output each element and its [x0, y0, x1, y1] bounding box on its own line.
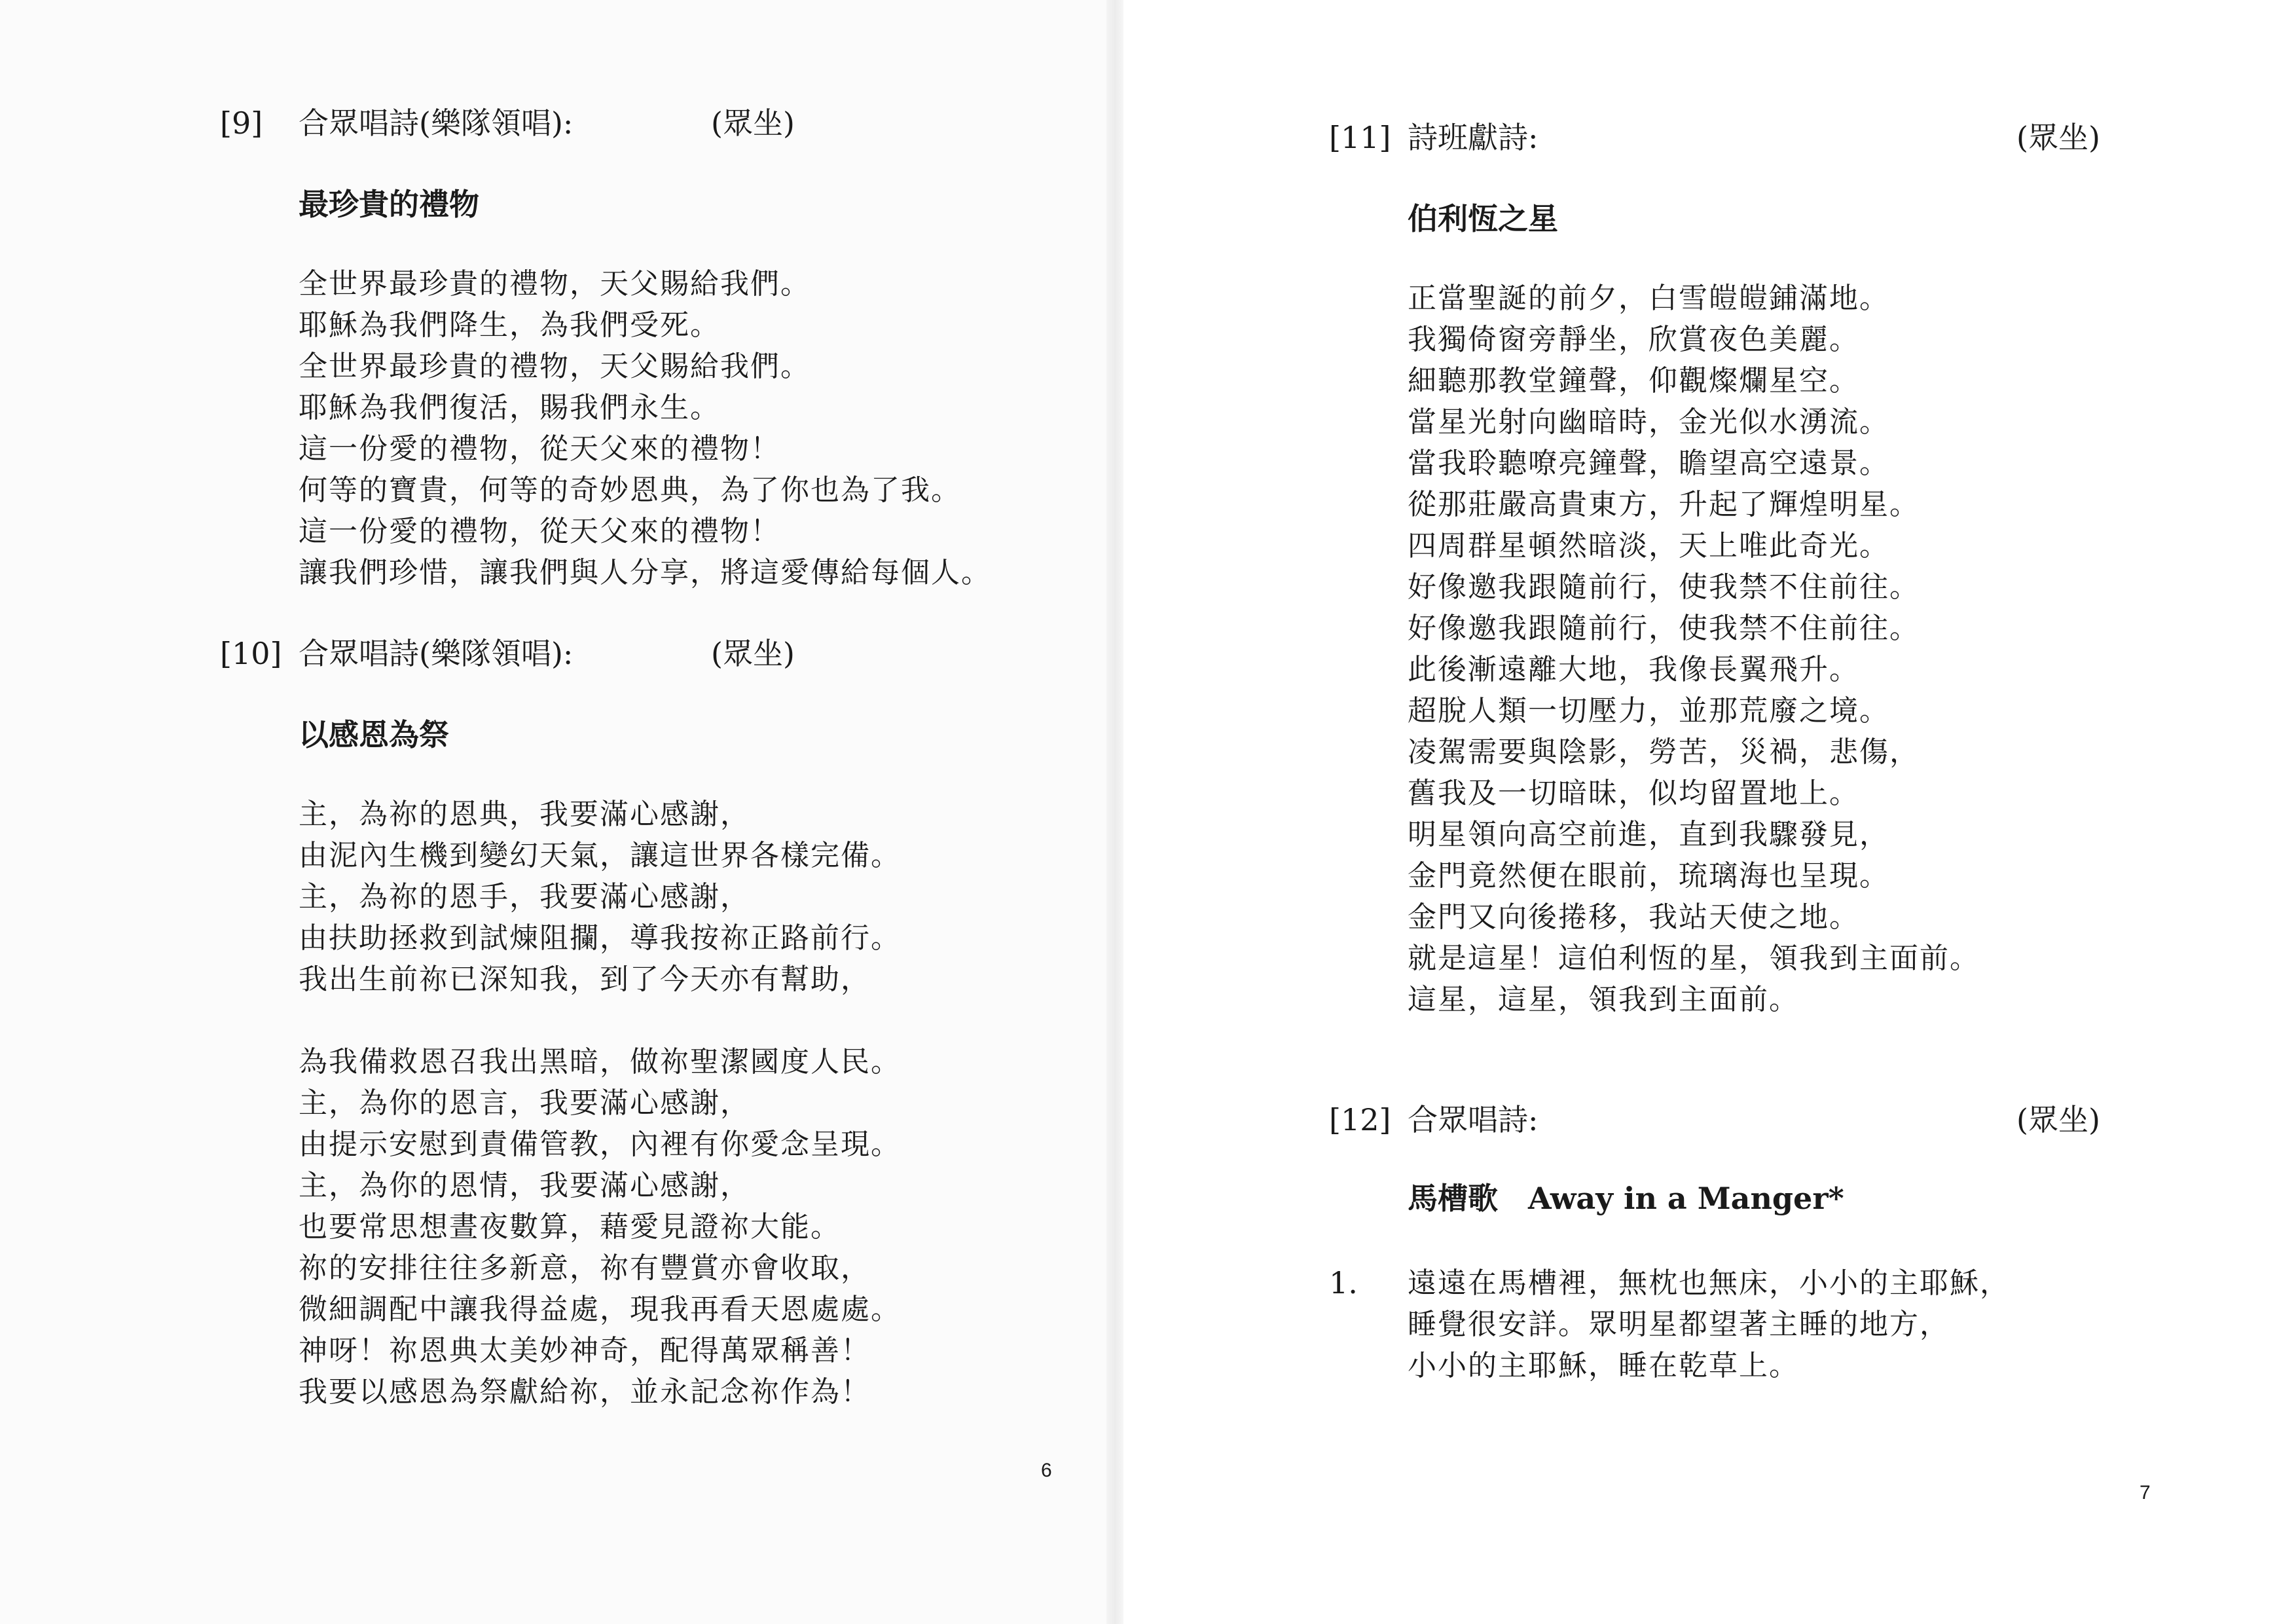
lyric-line: 為我備救恩召我出黑暗，做祢聖潔國度人民。 — [299, 1045, 901, 1079]
lyric-line: 也要常思想晝夜數算，藉愛見證祢大能。 — [299, 1210, 841, 1244]
song-title: 馬槽歌 Away in a Manger* — [1408, 1181, 1844, 1216]
lyric-line: 主，為你的恩情，我要滿心感謝， — [299, 1169, 750, 1202]
lyric-line: 耶穌為我們復活，賜我們永生。 — [299, 391, 720, 424]
lyric-line: 全世界最珍貴的禮物，天父賜給我們。 — [299, 267, 811, 301]
section-title: 合眾唱詩(樂隊領唱): — [299, 636, 574, 671]
lyric-line: 睡覺很安詳。眾明星都望著主睡的地方， — [1408, 1308, 1950, 1341]
lyrics-block — [1408, 278, 1980, 1020]
lyric-line: 好像邀我跟隨前行，使我禁不住前往。 — [1408, 570, 1920, 604]
page-gutter — [1106, 0, 1123, 1624]
song-title: 以感恩為祭 — [299, 717, 449, 752]
lyric-line: 祢的安排往往多新意，祢有豐賞亦會收取， — [299, 1251, 871, 1285]
posture-label: (眾坐) — [2016, 120, 2100, 155]
lyric-line: 超脫人類一切壓力，並那荒廢之境。 — [1408, 694, 1889, 728]
lyric-line: 就是這星！這伯利恆的星，領我到主面前。 — [1408, 942, 1980, 975]
section-number: [10] — [220, 636, 282, 671]
lyric-line: 由扶助拯救到試煉阻攔，導我按祢正路前行。 — [299, 921, 901, 955]
lyric-line: 主，為祢的恩手，我要滿心感謝， — [299, 880, 750, 913]
song-title: 伯利恆之星 — [1408, 201, 1558, 236]
lyric-line: 小小的主耶穌，睡在乾草上。 — [1408, 1349, 1799, 1382]
lyric-line: 何等的寶貴，何等的奇妙恩典，為了你也為了我。 — [299, 473, 961, 507]
posture-label: (眾坐) — [711, 636, 795, 671]
section-number: [12] — [1329, 1102, 1391, 1137]
page-number: 7 — [2140, 1482, 2151, 1504]
lyrics-block — [299, 1041, 901, 1412]
lyric-line: 讓我們珍惜，讓我們與人分享，將這愛傳給每個人。 — [299, 556, 991, 589]
lyric-line: 舊我及一切暗昧，似均留置地上。 — [1408, 777, 1859, 810]
lyric-line: 遠遠在馬槽裡，無枕也無床，小小的主耶穌， — [1408, 1266, 2010, 1300]
lyrics-block — [299, 794, 901, 1000]
verse-number: 1. — [1329, 1265, 1358, 1301]
lyrics-block — [299, 263, 991, 593]
lyric-line: 四周群星頓然暗淡，天上唯此奇光。 — [1408, 529, 1889, 563]
lyric-line: 凌駕需要與陰影，勞苦，災禍，悲傷， — [1408, 735, 1920, 769]
section-number: [11] — [1329, 120, 1391, 155]
lyric-line: 主，為祢的恩典，我要滿心感謝， — [299, 798, 750, 831]
lyric-line: 當星光射向幽暗時，金光似水湧流。 — [1408, 405, 1889, 439]
section-title: 合眾唱詩(樂隊領唱): — [299, 105, 574, 141]
lyric-line: 金門竟然便在眼前，琉璃海也呈現。 — [1408, 859, 1889, 893]
lyric-line: 這星，這星，領我到主面前。 — [1408, 983, 1799, 1016]
lyric-line: 明星領向高空前進，直到我驟發見， — [1408, 818, 1889, 851]
lyric-line: 我出生前祢已深知我，到了今天亦有幫助， — [299, 963, 871, 996]
lyric-line: 耶穌為我們降生，為我們受死。 — [299, 308, 720, 342]
lyric-line: 主，為你的恩言，我要滿心感謝， — [299, 1086, 750, 1120]
posture-label: (眾坐) — [2016, 1102, 2100, 1137]
lyric-line: 細聽那教堂鐘聲，仰觀燦爛星空。 — [1408, 364, 1859, 397]
section-number: [9] — [220, 105, 263, 141]
lyric-line: 神呀！祢恩典太美妙神奇，配得萬眾稱善！ — [299, 1334, 871, 1367]
section-title: 詩班獻詩: — [1408, 120, 1539, 155]
lyric-line: 當我聆聽嘹亮鐘聲，瞻望高空遠景。 — [1408, 447, 1889, 480]
lyrics-block — [1408, 1263, 2010, 1386]
posture-label: (眾坐) — [711, 105, 795, 141]
section-title: 合眾唱詩: — [1408, 1102, 1539, 1137]
lyric-line: 這一份愛的禮物，從天父來的禮物！ — [299, 515, 780, 548]
lyric-line: 我要以感恩為祭獻給祢，並永記念祢作為！ — [299, 1375, 871, 1409]
lyric-line: 此後漸遠離大地，我像長翼飛升。 — [1408, 653, 1859, 686]
lyric-line: 由提示安慰到責備管教，內裡有你愛念呈現。 — [299, 1128, 901, 1161]
lyric-line: 微細調配中讓我得益處，現我再看天恩處處。 — [299, 1293, 901, 1326]
lyric-line: 從那莊嚴高貴東方，升起了輝煌明星。 — [1408, 488, 1920, 521]
song-title: 最珍貴的禮物 — [299, 187, 479, 222]
lyric-line: 由泥內生機到變幻天氣，讓這世界各樣完備。 — [299, 839, 901, 872]
lyric-line: 我獨倚窗旁靜坐，欣賞夜色美麗。 — [1408, 323, 1859, 356]
lyric-line: 全世界最珍貴的禮物，天父賜給我們。 — [299, 350, 811, 383]
lyric-line: 這一份愛的禮物，從天父來的禮物！ — [299, 432, 780, 466]
lyric-line: 好像邀我跟隨前行，使我禁不住前往。 — [1408, 612, 1920, 645]
lyric-line: 金門又向後捲移，我站天使之地。 — [1408, 900, 1859, 934]
lyric-line: 正當聖誕的前夕，白雪皚皚鋪滿地。 — [1408, 282, 1889, 315]
page-number: 6 — [1041, 1460, 1052, 1481]
